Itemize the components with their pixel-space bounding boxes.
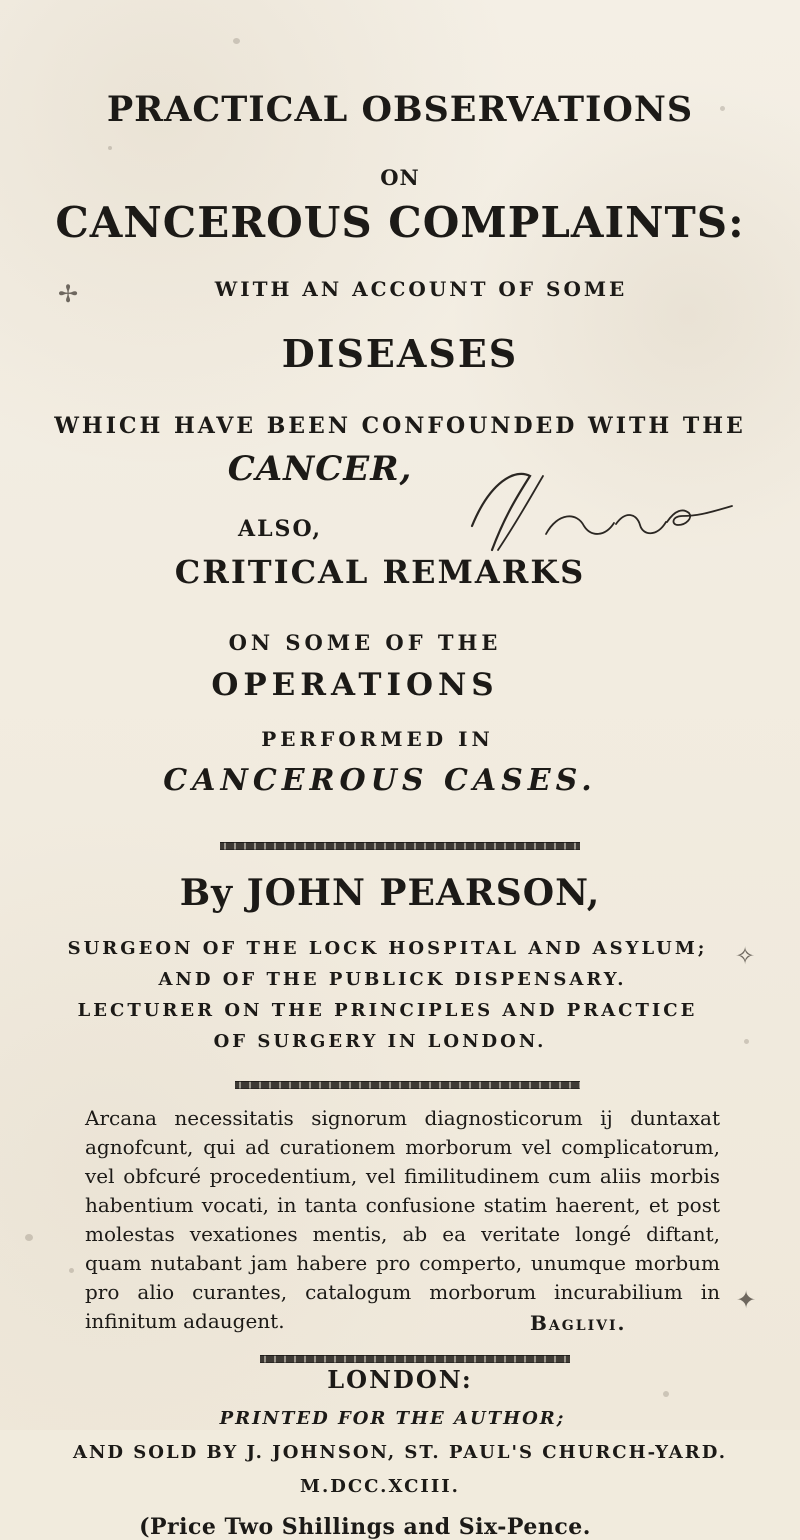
author-credential-line-3: LECTURER ON THE PRINCIPLES AND PRACTICE [77, 1000, 698, 1021]
imprint-sold: AND SOLD BY J. JOHNSON, ST. PAUL'S CHURCH-YARD. [73, 1442, 727, 1463]
author-line: By JOHN PEARSON, [179, 872, 601, 914]
imprint-date: M.DCC.XCIII. [300, 1476, 460, 1497]
author-credential-line-4: OF SURGERY IN LONDON. [213, 1031, 547, 1052]
title-performed-line: PERFORMED IN [261, 727, 494, 751]
ornamental-rule [235, 1081, 580, 1089]
title-cancer-line: CANCER, [227, 449, 413, 489]
imprint-printed: PRINTED FOR THE AUTHOR; [219, 1408, 566, 1429]
title-subject-line: CANCEROUS COMPLAINTS: [55, 198, 745, 247]
ink-mark-icon: ✦ [736, 1286, 757, 1314]
title-some-line: ON SOME OF THE [228, 630, 502, 655]
ink-mark-icon: ✧ [735, 942, 756, 970]
title-operations-line: OPERATIONS [211, 667, 499, 703]
imprint-place: LONDON: [327, 1365, 473, 1394]
title-on-line: ON [380, 165, 420, 190]
title-which-line: WHICH HAVE BEEN CONFOUNDED WITH THE [54, 413, 746, 439]
paper-speck [69, 1268, 74, 1273]
title-account-line: WITH AN ACCOUNT OF SOME [214, 277, 628, 301]
ornamental-rule [220, 842, 580, 850]
paper-speck [108, 146, 112, 150]
epigraph-text: Arcana necessitatis signorum diagnosticorum ij duntaxat agnofcunt, qui ad curationem morborum vel complicatorum, vel obfcuré procedentium, vel fimilitudinem cum aliis morbis habentium vocati, in tanta confusione statim haerent, et post molestas vexationes mentis, ab ea veritate longé diftant, quam nutabant jam habere pro comperto, unumque morbum pro alio curantes, catalogum morborum incurabilium in infinitum adaugent. [85, 1106, 720, 1333]
title-diseases-line: DISEASES [281, 331, 519, 376]
author-credential-line-1: SURGEON OF THE LOCK HOSPITAL AND ASYLUM; [67, 938, 708, 959]
title-main-line: PRACTICAL OBSERVATIONS [106, 89, 694, 130]
leaf-mark-icon: ✢ [58, 280, 79, 308]
paper-speck [233, 38, 240, 44]
title-also-line: ALSO, [238, 516, 322, 542]
ornamental-rule [260, 1355, 570, 1363]
epigraph-attribution: Baglivi. [530, 1311, 627, 1335]
imprint-price: (Price Two Shillings and Six-Pence. [139, 1514, 591, 1540]
paper-speck [25, 1234, 33, 1241]
author-credential-line-2: AND OF THE PUBLICK DISPENSARY. [158, 969, 627, 990]
title-critical-line: CRITICAL REMARKS [174, 553, 586, 591]
title-cases-line: CANCEROUS CASES. [163, 763, 597, 798]
